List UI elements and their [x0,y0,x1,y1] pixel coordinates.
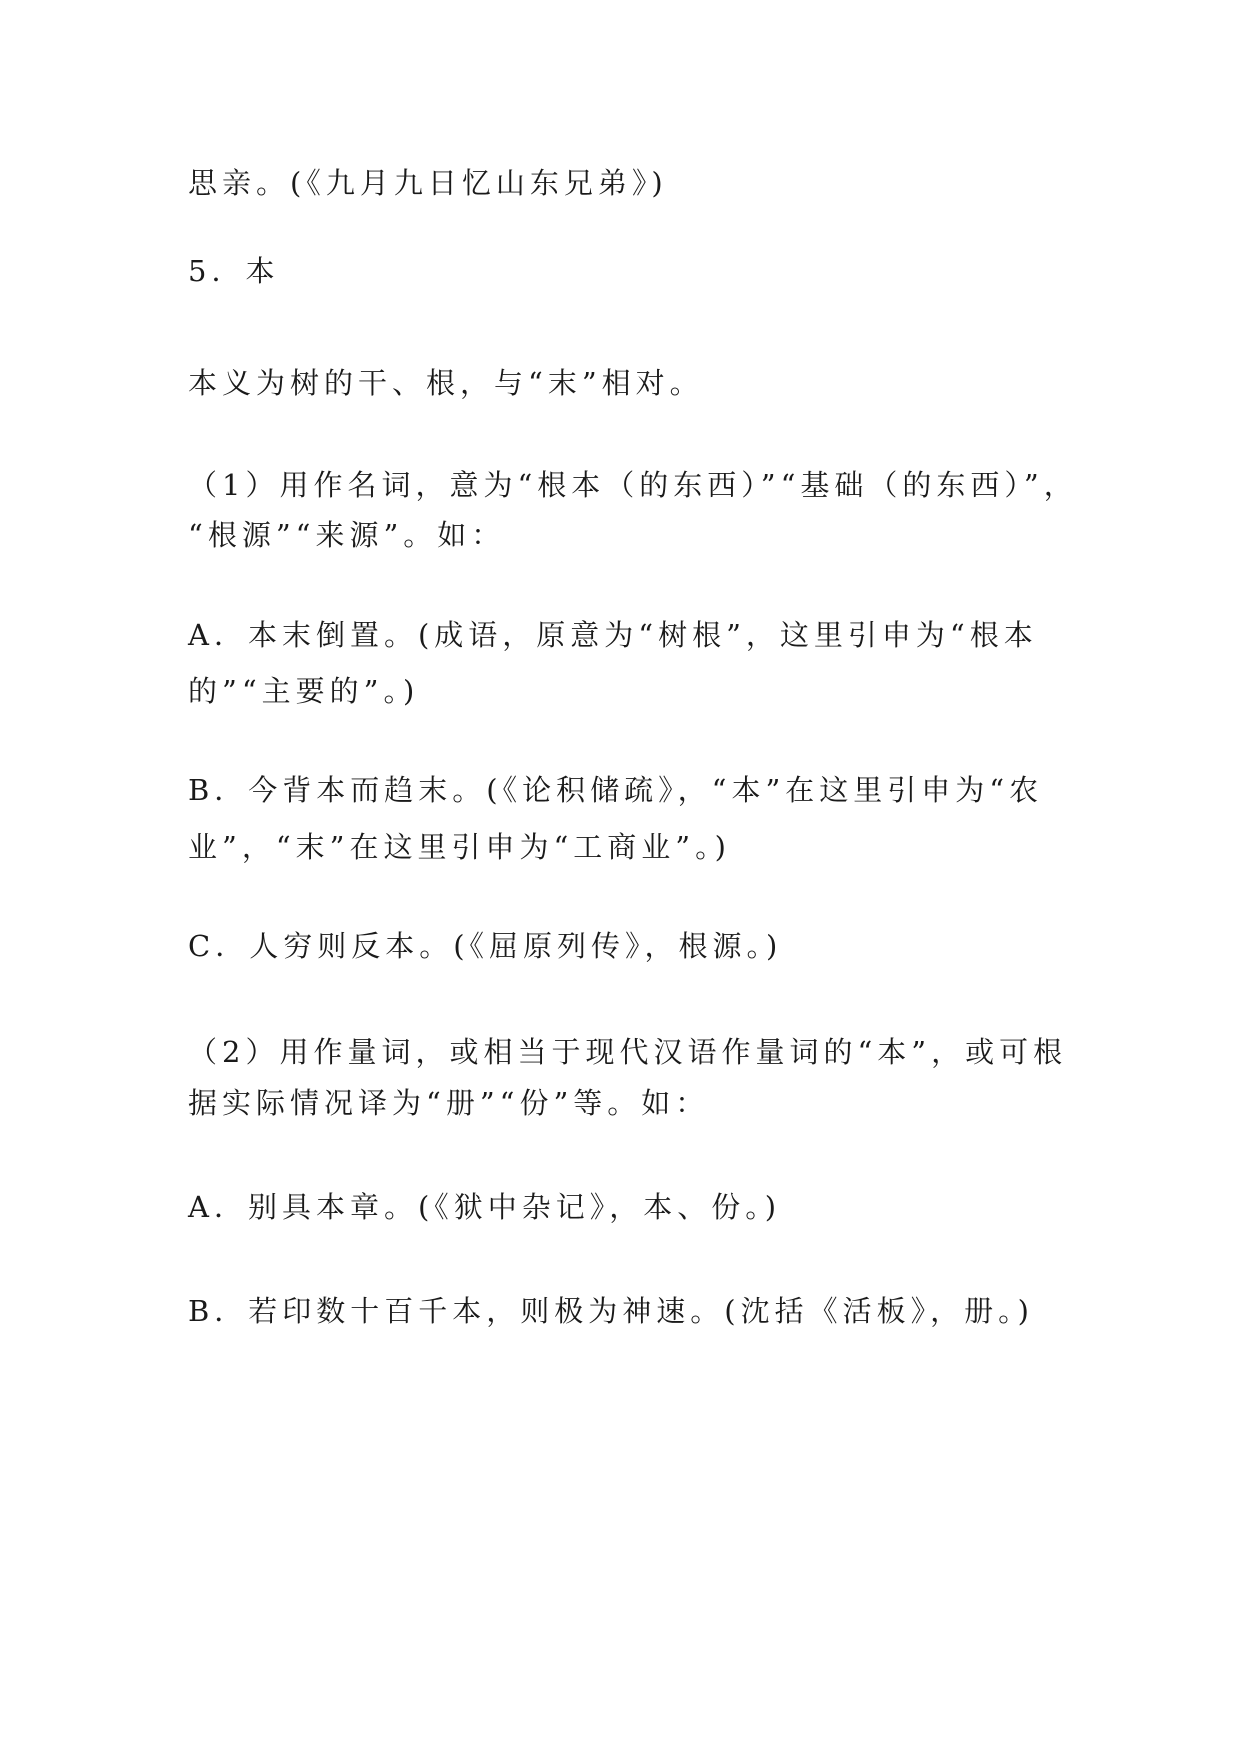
text-line: A．别具本章。(《狱中杂记》，本、份。) [188,1190,782,1224]
text-line: 的”“主要的”。) [188,674,420,708]
text-line: 据实际情况译为“册”“份”等。如： [188,1086,710,1120]
section-heading: 5．本 [188,254,280,288]
text-line: （1）用作名词，意为“根本（的东西）”“基础（的东西）”， [188,468,1078,502]
text-line: 本义为树的干、根，与“末”相对。 [188,366,704,400]
text-line: B．若印数十百千本，则极为神速。(沈括《活板》，册。) [188,1294,1034,1328]
text-line: 思亲。(《九月九日忆山东兄弟》) [188,166,668,200]
text-line: B．今背本而趋末。(《论积储疏》，“本”在这里引申为“农 [188,773,1044,807]
text-line: 业”，“末”在这里引申为“工商业”。) [188,830,731,864]
text-line: “根源”“来源”。如： [188,518,506,552]
text-line: A．本末倒置。(成语，原意为“树根”，这里引申为“根本 [188,618,1038,652]
text-line: C．人穷则反本。(《屈原列传》，根源。) [188,929,783,963]
text-line: （2）用作量词，或相当于现代汉语作量词的“本”，或可根 [188,1035,1068,1069]
